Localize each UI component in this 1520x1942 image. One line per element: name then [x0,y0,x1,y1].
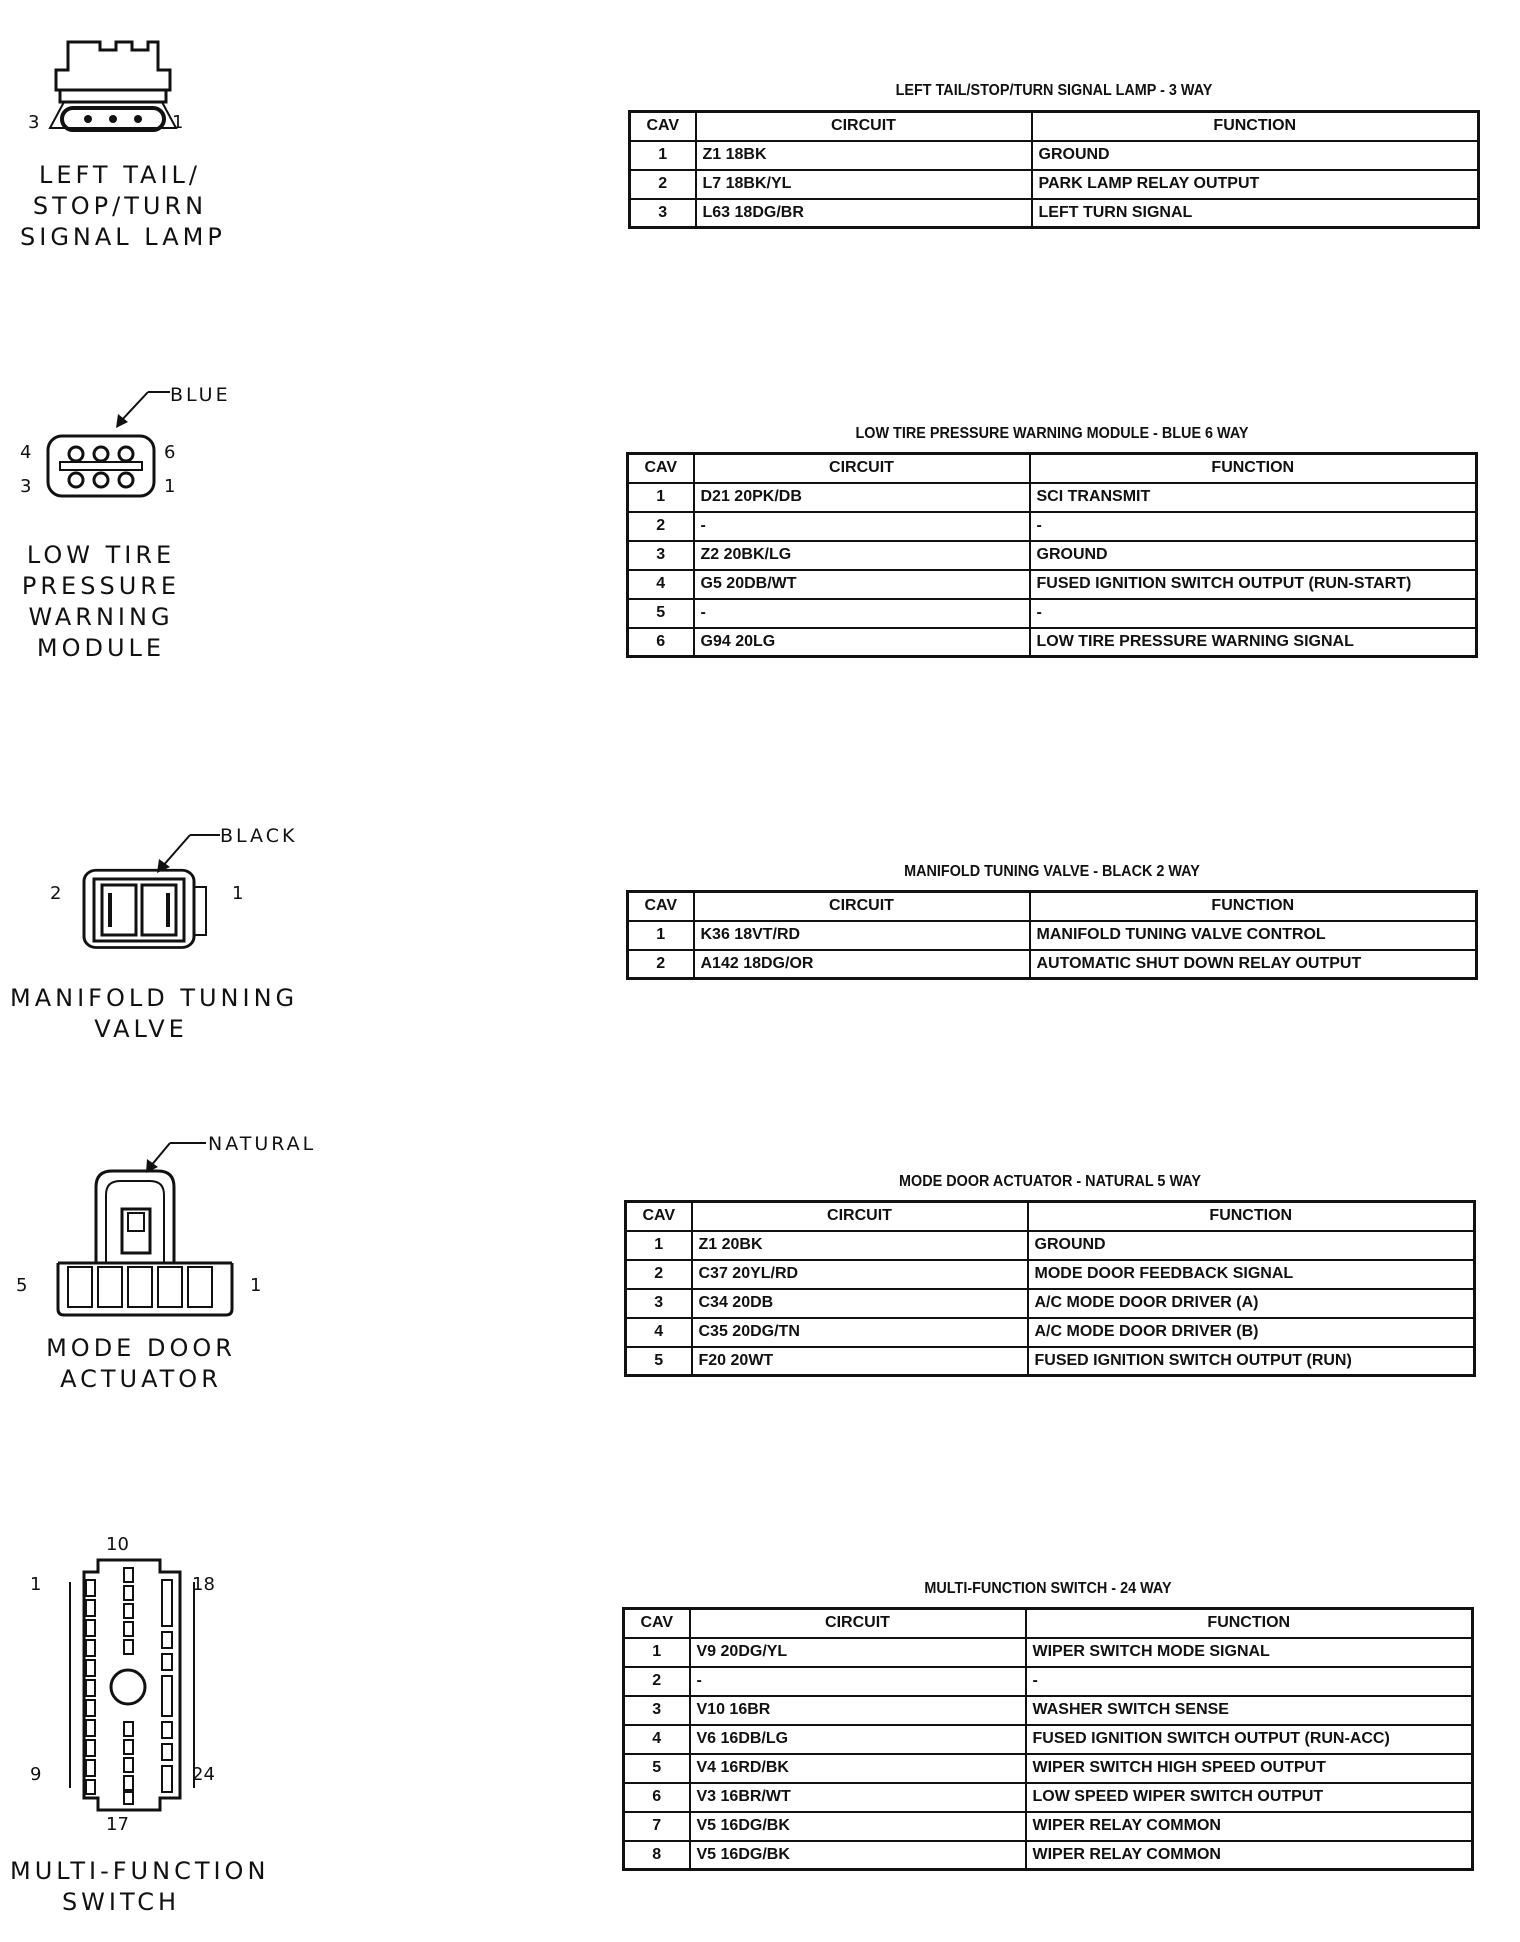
cav-cell: 5 [624,1754,690,1783]
header-circuit: CIRCUIT [694,454,1030,483]
pin-label: 10 [106,1534,129,1555]
circuit-cell: V5 16DG/BK [690,1841,1026,1870]
pin-label: 3 [20,476,32,497]
table-row [626,1289,1475,1318]
table-row [626,1231,1475,1260]
switch-right-cavities [162,1580,172,1792]
table-row [626,1260,1475,1289]
header-function: FUNCTION [1026,1609,1473,1638]
function-cell: WIPER RELAY COMMON [1026,1812,1473,1841]
function-cell: - [1026,1667,1473,1696]
table-row [628,570,1477,599]
table-title: LEFT TAIL/STOP/TURN SIGNAL LAMP - 3 WAY [895,82,1213,99]
cav-cell: 1 [628,483,694,512]
circuit-cell: Z1 20BK [692,1231,1028,1260]
function-cell: A/C MODE DOOR DRIVER (B) [1028,1318,1475,1347]
connector-name-line: MODE DOOR [46,1334,236,1362]
circuit-cell: D21 20PK/DB [694,483,1030,512]
cav-cell: 2 [630,170,696,199]
function-cell: MODE DOOR FEEDBACK SIGNAL [1028,1260,1475,1289]
pin-label: 9 [30,1764,42,1785]
function-cell: GROUND [1028,1231,1475,1260]
cav-cell: 8 [624,1841,690,1870]
table-title: MODE DOOR ACTUATOR - NATURAL 5 WAY [899,1173,1201,1190]
function-cell: WASHER SWITCH SENSE [1026,1696,1473,1725]
connector-multi-function-switch [10,1530,310,1930]
table-row [624,1667,1473,1696]
cav-cell: 7 [624,1812,690,1841]
connector-name-line: LOW TIRE [26,541,176,569]
function-cell: FUSED IGNITION SWITCH OUTPUT (RUN) [1028,1347,1475,1376]
circuit-cell: V9 20DG/YL [690,1638,1026,1667]
pin-table [626,890,1478,980]
pin-label: 17 [106,1814,129,1835]
cav-cell: 4 [628,570,694,599]
function-cell: LOW TIRE PRESSURE WARNING SIGNAL [1030,628,1477,657]
pin-label: 5 [16,1275,28,1296]
function-cell: AUTOMATIC SHUT DOWN RELAY OUTPUT [1030,950,1477,979]
connector-name-line: ACTUATOR [60,1365,222,1393]
circuit-cell: - [694,512,1030,541]
connector-name-line: PRESSURE [21,572,181,600]
connector-name-line: MULTI-FUNCTION [10,1857,270,1885]
pin-label: 18 [192,1574,215,1595]
table-row [624,1812,1473,1841]
pin-table [622,1607,1474,1871]
cav-cell: 1 [630,141,696,170]
function-cell: WIPER SWITCH HIGH SPEED OUTPUT [1026,1754,1473,1783]
header-function: FUNCTION [1032,112,1479,141]
module-pin [69,473,83,487]
pin-label: 1 [232,883,244,904]
circuit-cell: V4 16RD/BK [690,1754,1026,1783]
cav-cell: 3 [626,1289,692,1318]
header-cav: CAV [630,112,696,141]
section-mode-door-actuator [0,1125,1520,1425]
module-pin [119,473,133,487]
function-cell: GROUND [1030,541,1477,570]
connector-lamp-drawing [20,30,220,150]
function-cell: LEFT TURN SIGNAL [1032,199,1479,228]
header-circuit: CIRCUIT [696,112,1032,141]
header-cav: CAV [624,1609,690,1638]
connector-name-line: WARNING [28,603,174,631]
connector-left-tail-lamp [20,30,226,260]
table-row [628,483,1477,512]
cav-cell: 1 [628,921,694,950]
function-cell: SCI TRANSMIT [1030,483,1477,512]
cav-cell: 6 [624,1783,690,1812]
module-pin [94,447,108,461]
table-row [630,170,1479,199]
table-header-row [628,454,1477,483]
table-row [628,950,1477,979]
function-cell: FUSED IGNITION SWITCH OUTPUT (RUN-START) [1030,570,1477,599]
circuit-cell: C34 20DB [692,1289,1028,1318]
table-row [628,541,1477,570]
cav-cell: 2 [628,950,694,979]
header-cav: CAV [628,454,694,483]
table-row [624,1783,1473,1812]
function-cell: MANIFOLD TUNING VALVE CONTROL [1030,921,1477,950]
pin-label: 1 [30,1574,42,1595]
header-cav: CAV [626,1202,692,1231]
circuit-cell: L63 18DG/BR [696,199,1032,228]
table-header-row [628,892,1477,921]
switch-left-cavities [86,1580,95,1794]
section-manifold-tuning-valve [0,815,1520,1065]
circuit-cell: C37 20YL/RD [692,1260,1028,1289]
table-row [624,1841,1473,1870]
circuit-cell: V6 16DB/LG [690,1725,1026,1754]
connector-name-line: MODULE [36,634,166,662]
circuit-cell: V10 16BR [690,1696,1026,1725]
pin-table [626,452,1478,658]
connector-name-line: LEFT TAIL/ [39,161,201,189]
header-function: FUNCTION [1028,1202,1475,1231]
table-row [628,599,1477,628]
table-row [630,199,1479,228]
cav-cell: 4 [626,1318,692,1347]
module-pin [119,447,133,461]
header-circuit: CIRCUIT [690,1609,1026,1638]
table-row [626,1318,1475,1347]
function-cell: FUSED IGNITION SWITCH OUTPUT (RUN-ACC) [1026,1725,1473,1754]
circuit-cell: G94 20LG [694,628,1030,657]
header-function: FUNCTION [1030,454,1477,483]
table-row [630,141,1479,170]
cav-cell: 4 [624,1725,690,1754]
circuit-cell: Z1 18BK [696,141,1032,170]
function-cell: - [1030,599,1477,628]
function-cell: WIPER SWITCH MODE SIGNAL [1026,1638,1473,1667]
section-left-tail-lamp [0,0,1520,300]
pin-label: 2 [50,883,62,904]
cav-cell: 3 [628,541,694,570]
table-row [624,1754,1473,1783]
function-cell: - [1030,512,1477,541]
table-title: MULTI-FUNCTION SWITCH - 24 WAY [924,1580,1172,1597]
section-multi-function-switch [0,1530,1520,1940]
table-row [628,512,1477,541]
cav-cell: 1 [624,1638,690,1667]
switch-center-post [111,1670,145,1704]
table-row [624,1638,1473,1667]
circuit-cell: A142 18DG/OR [694,950,1030,979]
pin-label: 6 [164,442,176,463]
table-row [628,921,1477,950]
header-circuit: CIRCUIT [692,1202,1028,1231]
color-label: NATURAL [208,1133,317,1155]
circuit-cell: V3 16BR/WT [690,1783,1026,1812]
cav-cell: 5 [628,599,694,628]
connector-name [10,1856,270,1918]
connector-manifold-tuning-valve [10,815,300,1055]
circuit-cell: - [690,1667,1026,1696]
function-cell: LOW SPEED WIPER SWITCH OUTPUT [1026,1783,1473,1812]
table-title: MANIFOLD TUNING VALVE - BLACK 2 WAY [904,863,1200,880]
connector-mode-door-actuator [10,1125,320,1405]
connector-mode-door-drawing [10,1125,320,1325]
circuit-cell: C35 20DG/TN [692,1318,1028,1347]
lamp-pin-dot [134,115,142,123]
circuit-cell: F20 20WT [692,1347,1028,1376]
pin-label: 24 [192,1764,215,1785]
pin-label: 1 [172,112,184,133]
color-label: BLACK [220,825,298,847]
cav-cell: 2 [628,512,694,541]
connector-name-line: SWITCH [61,1888,181,1916]
circuit-cell: Z2 20BK/LG [694,541,1030,570]
cav-cell: 6 [628,628,694,657]
function-cell: A/C MODE DOOR DRIVER (A) [1028,1289,1475,1318]
cav-cell: 3 [624,1696,690,1725]
header-circuit: CIRCUIT [694,892,1030,921]
pin-table [624,1200,1476,1377]
switch-middle-cavities [124,1568,133,1804]
table-row [626,1347,1475,1376]
table-row [624,1725,1473,1754]
header-function: FUNCTION [1030,892,1477,921]
connector-name-line: SIGNAL LAMP [20,223,226,251]
table-title: LOW TIRE PRESSURE WARNING MODULE - BLUE 6 WAY [855,425,1249,442]
connector-name-line: VALVE [94,1015,188,1043]
pin-label: 3 [28,112,40,133]
connector-name-line: MANIFOLD TUNING [10,984,299,1012]
connector-name [20,160,226,253]
cav-cell: 2 [626,1260,692,1289]
pin-label: 1 [250,1275,262,1296]
section-low-tire-module [0,370,1520,700]
circuit-cell: K36 18VT/RD [694,921,1030,950]
module-pin [69,447,83,461]
connector-low-tire-module [20,370,240,680]
pin-label: 4 [20,442,32,463]
table-row [624,1696,1473,1725]
circuit-cell: G5 20DB/WT [694,570,1030,599]
table-row [628,628,1477,657]
connector-name [20,540,182,664]
connector-multi-function-drawing [10,1530,310,1850]
color-label: BLUE [170,384,231,406]
circuit-cell: L7 18BK/YL [696,170,1032,199]
table-header-row [624,1609,1473,1638]
connector-name [10,1333,272,1395]
circuit-cell: - [694,599,1030,628]
table-header-row [630,112,1479,141]
function-cell: WIPER RELAY COMMON [1026,1841,1473,1870]
connector-name-line: STOP/TURN [32,192,208,220]
cav-cell: 2 [624,1667,690,1696]
pin-label: 1 [164,476,176,497]
pin-table [628,110,1480,229]
function-cell: GROUND [1032,141,1479,170]
circuit-cell: V5 16DG/BK [690,1812,1026,1841]
header-cav: CAV [628,892,694,921]
function-cell: PARK LAMP RELAY OUTPUT [1032,170,1479,199]
table-header-row [626,1202,1475,1231]
cav-cell: 3 [630,199,696,228]
connector-name [10,983,299,1045]
cav-cell: 1 [626,1231,692,1260]
module-pin [94,473,108,487]
lamp-pin-dot [109,115,117,123]
lamp-pin-dot [84,115,92,123]
cav-cell: 5 [626,1347,692,1376]
